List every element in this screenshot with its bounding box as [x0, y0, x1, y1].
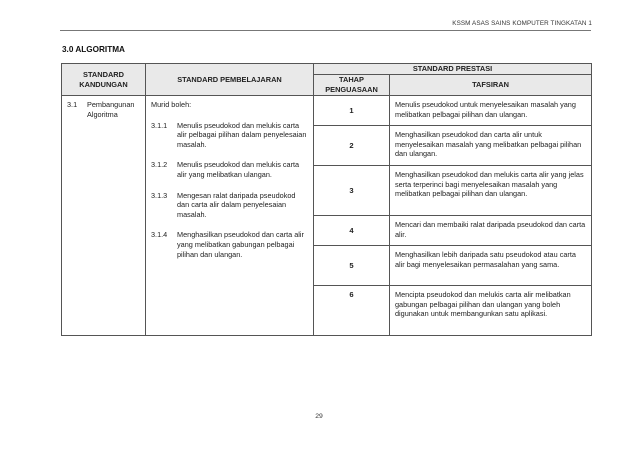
level-cell: 3 — [314, 166, 390, 216]
level-cell: 1 — [314, 96, 390, 126]
sk-title: Pembangunan Algoritma — [87, 100, 135, 119]
learning-standard-item — [151, 121, 308, 150]
running-header: KSSM ASAS SAINS KOMPUTER TINGKATAN 1 — [452, 20, 592, 27]
standard-pembelajaran-header: STANDARD PEMBELAJARAN — [146, 64, 314, 96]
tafsiran-cell: Menghasilkan pseudokod dan melukis carta alir yang jelas serta terperinci bagi menyelesaikan masalah yang melibatkan pelbagai pilihan dan ulangan. — [390, 166, 592, 216]
tafsiran-cell: Menghasilkan pseudokod dan carta alir untuk menyelesaikan masalah yang melibatkan pelbagai pilihan dan ulangan. — [390, 126, 592, 166]
page-number: 29 — [315, 413, 323, 420]
sp-text: Menulis pseudokod dan melukis carta alir yang melibatkan ulangan. — [177, 160, 300, 179]
standard-pembelajaran-cell — [146, 96, 314, 336]
sp-text: Menulis pseudokod dan melukis carta alir pelbagai pilihan dalam penyelesaian masalah. — [177, 120, 307, 149]
level-cell: 2 — [314, 126, 390, 166]
learning-standard-item — [151, 191, 308, 220]
tafsiran-cell: Menghasilkan lebih daripada satu pseudokod atau carta alir bagi menyelesaikan permasalahan yang sama. — [390, 246, 592, 286]
table-row — [62, 96, 592, 126]
level-cell: 6 — [314, 286, 390, 336]
sp-number: 3.1.2 — [151, 160, 168, 170]
header-divider — [60, 30, 591, 31]
sp-number: 3.1.3 — [151, 190, 168, 200]
standard-kandungan-header: STANDARD KANDUNGAN — [62, 64, 146, 96]
tafsiran-header: TAFSIRAN — [390, 75, 592, 96]
standard-prestasi-header: STANDARD PRESTASI — [314, 64, 592, 75]
curriculum-standards-table — [61, 63, 592, 336]
sp-text: Menghasilkan pseudokod dan carta alir yang melibatkan gabungan pelbagai pilihan dan ulangan. — [177, 230, 304, 259]
sp-text: Mengesan ralat daripada pseudokod dan carta alir dalam penyelesaian masalah. — [177, 190, 296, 219]
level-cell: 5 — [314, 246, 390, 286]
learning-standard-item — [151, 230, 308, 259]
tafsiran-cell: Menulis pseudokod untuk menyelesaikan masalah yang melibatkan pelbagai pilihan dan ulangan. — [390, 96, 592, 126]
level-cell: 4 — [314, 216, 390, 246]
tahap-penguasaan-header: TAHAP PENGUASAAN — [314, 75, 390, 96]
tafsiran-cell: Mencari dan membaiki ralat daripada pseudokod dan carta alir. — [390, 216, 592, 246]
sp-number: 3.1.4 — [151, 230, 168, 240]
learning-standard-item — [151, 160, 308, 179]
sp-number: 3.1.1 — [151, 120, 168, 130]
sk-number: 3.1 — [67, 100, 78, 109]
section-title: 3.0 ALGORITMA — [62, 45, 125, 54]
standard-kandungan-cell — [62, 96, 146, 336]
tafsiran-cell: Mencipta pseudokod dan melukis carta alir melibatkan gabungan pelbagai pilihan dan ulangan yang boleh digunakan untuk membangunkan satu aplikasi. — [390, 286, 592, 336]
sp-intro: Murid boleh: — [151, 100, 192, 109]
